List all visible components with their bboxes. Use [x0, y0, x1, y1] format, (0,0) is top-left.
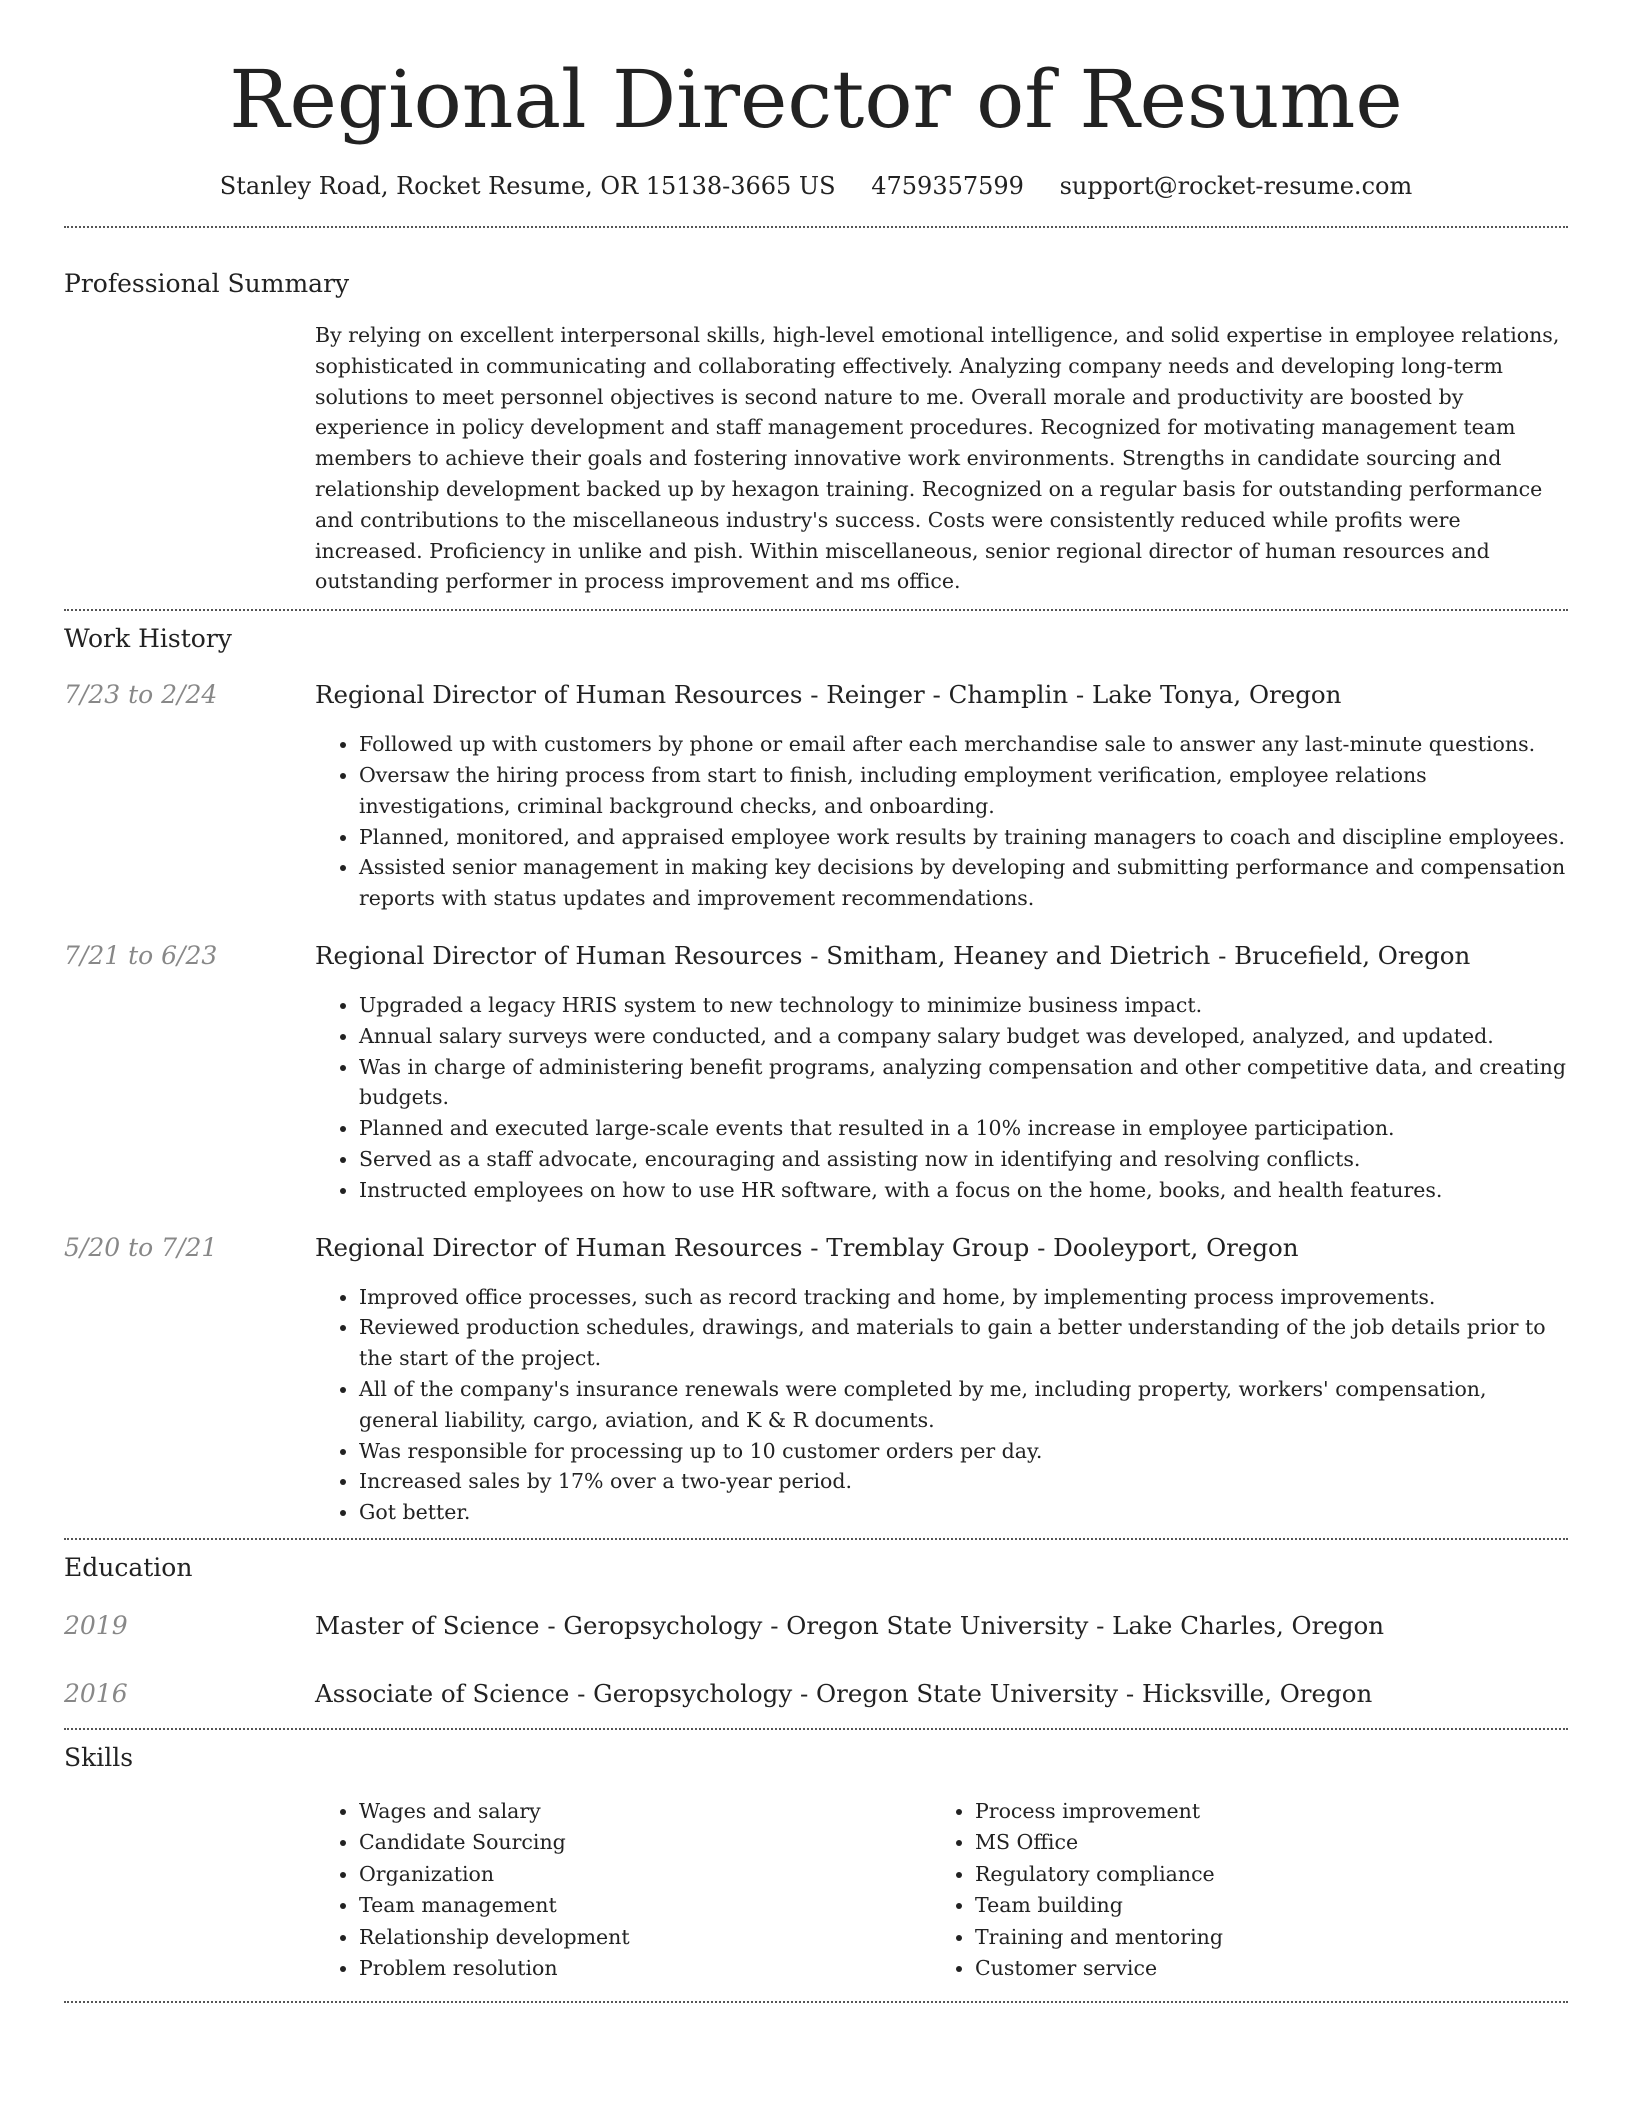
job-heading: Regional Director of Human Resources - Smitham, Heaney and Dietrich - Brucefield, Oregon: [315, 940, 1471, 970]
skills-list: [315, 1796, 1568, 1985]
divider: [64, 609, 1568, 611]
skill-item: • Organization: [359, 1859, 931, 1891]
job-entry: [64, 679, 1568, 914]
list-item: • Was responsible for processing up to 10 customer orders per day.: [359, 1436, 1568, 1467]
education-year: 2016: [64, 1678, 128, 1708]
list-item: • Planned, monitored, and appraised employee work results by training managers to coach and discipline employees.: [359, 822, 1568, 853]
list-item: • Served as a staff advocate, encouraging and assisting now in identifying and resolving conflicts.: [359, 1144, 1568, 1175]
email: support@rocket-resume.com: [1059, 172, 1413, 200]
section-title-work: Work History: [64, 624, 232, 654]
skill-item: • Regulatory compliance: [975, 1859, 1547, 1891]
skills-column-left: [315, 1796, 931, 1985]
section-title-education: Education: [64, 1552, 193, 1582]
job-entry: [64, 1232, 1568, 1528]
skill-item: • Customer service: [975, 1953, 1547, 1985]
skill-item: • Relationship development: [359, 1922, 931, 1954]
list-item: • Planned and executed large-scale events that resulted in a 10% increase in employee participation.: [359, 1113, 1568, 1144]
list-item: • All of the company's insurance renewals were completed by me, including property, workers' compensation, general liability, cargo, aviation, and K & R documents.: [359, 1374, 1568, 1436]
divider: [64, 2001, 1568, 2003]
list-item: • Oversaw the hiring process from start to finish, including employment verification, employee relations investigations, criminal background checks, and onboarding.: [359, 760, 1568, 822]
divider: [64, 1728, 1568, 1730]
section-title-summary: Professional Summary: [64, 269, 350, 298]
resume-page: [64, 0, 1568, 2003]
job-bullets: [315, 1282, 1568, 1528]
job-dates: 5/20 to 7/21: [64, 1232, 218, 1262]
address: Stanley Road, Rocket Resume, OR 15138-3665 US: [219, 172, 836, 200]
list-item: • Upgraded a legacy HRIS system to new technology to minimize business impact.: [359, 990, 1568, 1021]
resume-title: Regional Director of Resume: [229, 53, 1403, 146]
list-item: • Annual salary surveys were conducted, and a company salary budget was developed, analyzed, and updated.: [359, 1021, 1568, 1052]
education-heading: Master of Science - Geropsychology - Oregon State University - Lake Charles, Oregon: [315, 1610, 1385, 1640]
list-item: • Instructed employees on how to use HR software, with a focus on the home, books, and health features.: [359, 1175, 1568, 1206]
job-dates: 7/21 to 6/23: [64, 940, 218, 970]
job-heading: Regional Director of Human Resources - Reinger - Champlin - Lake Tonya, Oregon: [315, 680, 1342, 710]
list-item: • Got better.: [359, 1497, 1568, 1528]
contact-line: [64, 170, 1568, 202]
job-bullets: [315, 729, 1568, 914]
skills-column-right: [931, 1796, 1547, 1985]
skill-item: • MS Office: [975, 1827, 1547, 1859]
summary-text: By relying on excellent interpersonal skills, high-level emotional intelligence, and solid expertise in employee relations, sophisticated in communicating and collaborating effectively. Analyzing company needs and developing long-term solutions to meet personnel objectives is second nature to me. Overall morale and productivity are boosted by experience in policy development and staff management procedures. Recognized for motivating management team members to achieve their goals and fostering innovative work environments. Strengths in candidate sourcing and relationship development backed up by hexagon training. Recognized on a regular basis for outstanding performance and contributions to the miscellaneous industry's success. Costs were consistently reduced while profits were increased. Proficiency in unlike and pish. Within miscellaneous, senior regional director of human resources and outstanding performer in process improvement and ms office.: [315, 323, 1560, 594]
skill-item: • Wages and salary: [359, 1796, 931, 1828]
skill-item: • Team management: [359, 1890, 931, 1922]
education-entry: [64, 1610, 1568, 1642]
divider: [64, 1538, 1568, 1540]
phone: 4759357599: [871, 172, 1024, 200]
job-bullets: [315, 990, 1568, 1206]
education-entry: [64, 1678, 1568, 1710]
skill-item: • Team building: [975, 1890, 1547, 1922]
skill-item: • Problem resolution: [359, 1953, 931, 1985]
education-year: 2019: [64, 1610, 128, 1640]
job-dates: 7/23 to 2/24: [64, 680, 218, 710]
job-heading: Regional Director of Human Resources - Tremblay Group - Dooleyport, Oregon: [315, 1232, 1299, 1262]
skill-item: • Process improvement: [975, 1796, 1547, 1828]
list-item: • Followed up with customers by phone or email after each merchandise sale to answer any last-minute questions.: [359, 729, 1568, 760]
list-item: • Increased sales by 17% over a two-year period.: [359, 1466, 1568, 1497]
job-entry: [64, 940, 1568, 1206]
list-item: • Reviewed production schedules, drawings, and materials to gain a better understanding of the job details prior to the start of the project.: [359, 1312, 1568, 1374]
skill-item: • Training and mentoring: [975, 1922, 1547, 1954]
list-item: • Assisted senior management in making key decisions by developing and submitting performance and compensation reports with status updates and improvement recommendations.: [359, 852, 1568, 914]
section-title-skills: Skills: [64, 1742, 134, 1772]
list-item: • Was in charge of administering benefit programs, analyzing compensation and other competitive data, and creating budgets.: [359, 1052, 1568, 1114]
list-item: • Improved office processes, such as record tracking and home, by implementing process improvements.: [359, 1282, 1568, 1313]
divider: [64, 226, 1568, 228]
education-heading: Associate of Science - Geropsychology - Oregon State University - Hicksville, Oregon: [315, 1678, 1373, 1708]
skill-item: • Candidate Sourcing: [359, 1827, 931, 1859]
